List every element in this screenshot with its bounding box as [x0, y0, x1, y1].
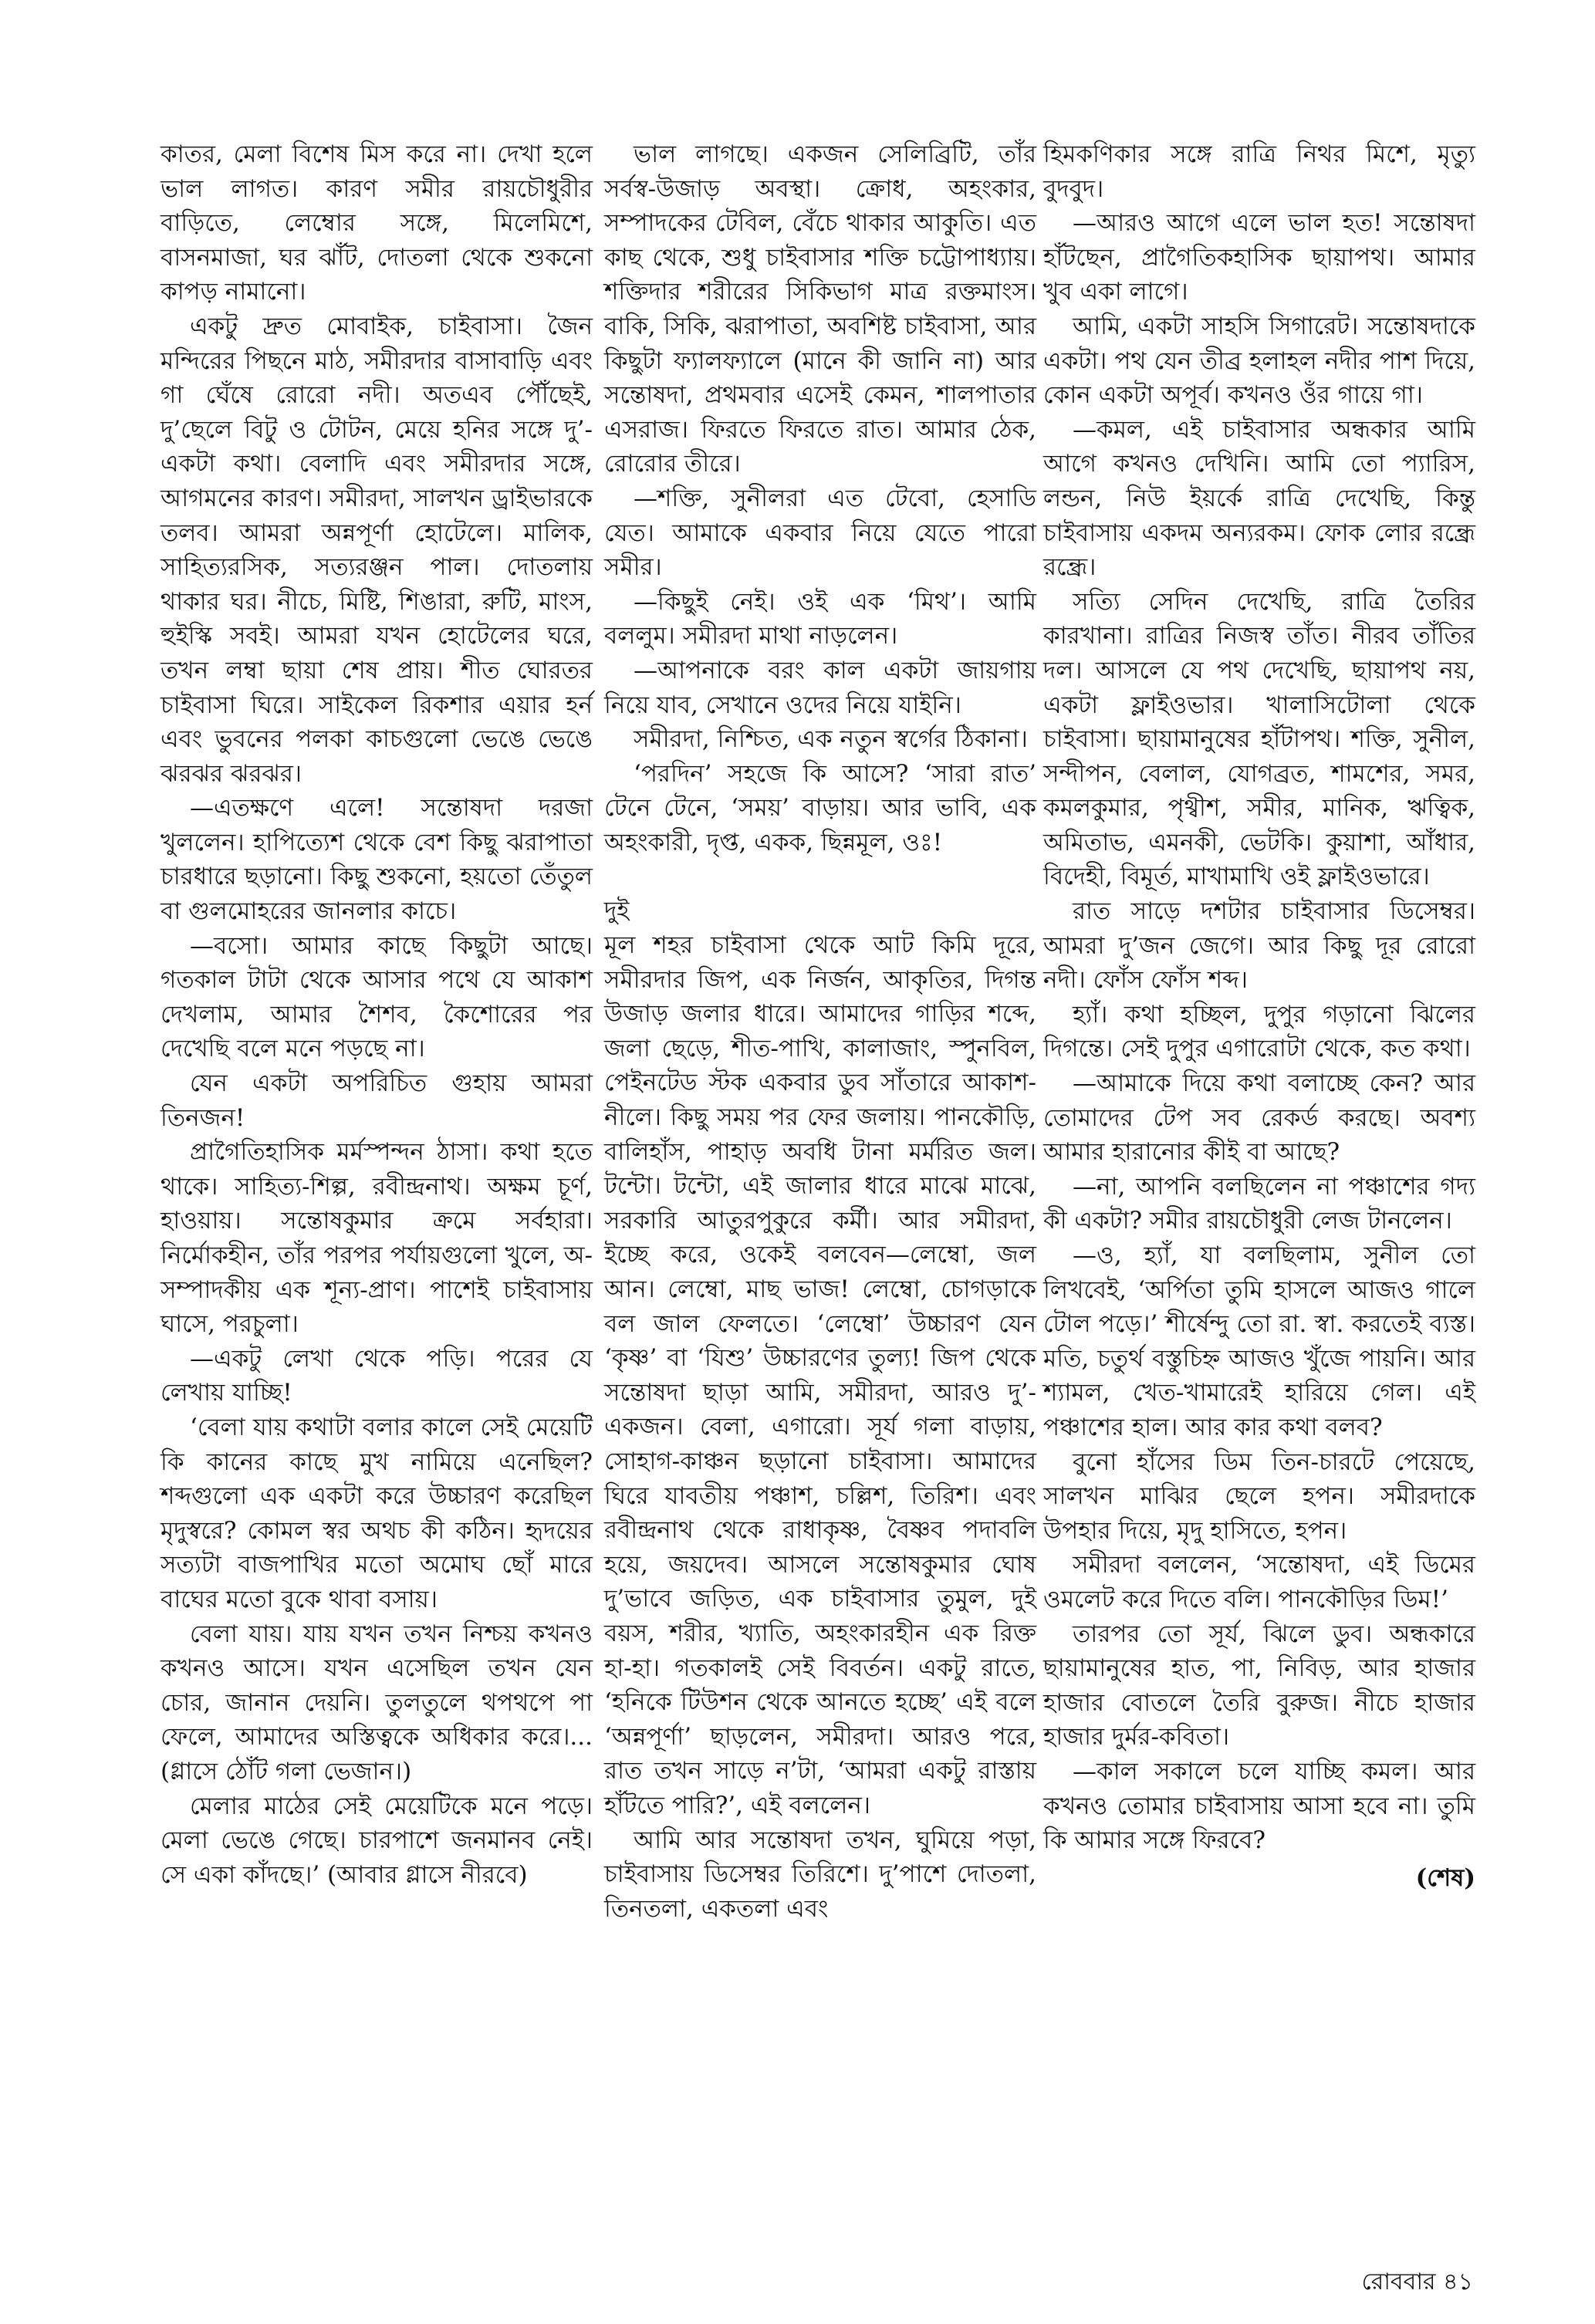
page-footer: রোববার ৪১ — [1361, 2268, 1473, 2295]
paragraph: —না, আপনি বলছিলেন না পঞ্চাশের গদ্য কী একটা? সমীর রায়চৌধুরী লেজ টানলেন। — [1043, 1172, 1475, 1235]
paragraph: —একটু লেখা থেকে পড়ি। পরের যে লেখায় যাচ্ছি! — [161, 1344, 593, 1407]
paragraph: —আমাকে দিয়ে কথা বলাচ্ছে কেন? আর তোমাদের টেপ সব রেকর্ড করছে। অবশ্য আমার হারানোর কীই বা আছে? — [1043, 1069, 1475, 1167]
paragraph: —ও, হ্যাঁ, যা বলছিলাম, সুনীল তো লিখবেই, ‘অর্পিতা তুমি হাসলে আজও গালে টোল পড়ে।’ শীর্ষেন্দু তো রা. স্বা. করতেই ব্যস্ত। মতি, চতুর্থ বস্তুচিহ্ন আজও খুঁজে পায়নি। আর শ্যামল, খেত-খামারেই হারিয়ে গেল। এই পঞ্চাশের হাল। আর কার কথা বলব? — [1043, 1241, 1475, 1441]
paragraph: —আপনাকে বরং কাল একটা জায়গায় নিয়ে যাব, সেখানে ওদের নিয়ে যাইনি। — [604, 656, 1036, 719]
paragraph: সমীরদা, নিশ্চিত, এক নতুন স্বর্গের ঠিকানা। — [634, 725, 1028, 754]
paragraph: ‘বেলা যায় কথাটা বলার কালে সেই মেয়েটি কি কানের কাছে মুখ নামিয়ে এনেছিল? শব্দগুলো এক একটা করে উচ্চারণ করেছিল মৃদুস্বরে? কোমল স্বর অথচ কী কঠিন। হৃদয়ের সত্যটা বাজপাখির মতো অমোঘ ছোঁ মারে বাঘের মতো বুকে থাবা বসায়। — [161, 1413, 593, 1613]
paragraph: সমীরদা বললেন, ‘সন্তোষদা, এই ডিমের ওমলেট করে দিতে বলি। পানকৌড়ির ডিম!’ — [1043, 1551, 1475, 1613]
text-column-3 — [1043, 137, 1475, 1895]
paragraph: আমি আর সন্তোষদা তখন, ঘুমিয়ে পড়া, চাইবাসায় ডিসেম্বর তিরিশে। দু’পাশে দোতলা, তিনতলা, একতলা এবং — [604, 1826, 1036, 1923]
text-column-2 — [604, 137, 1036, 1926]
paragraph: —কমল, এই চাইবাসার অন্ধকার আমি আগে কখনও দেখিনি। আমি তো প্যারিস, লন্ডন, নিউ ইয়র্কে রাত্রি দেখেছি, কিন্তু চাইবাসায় একদম অন্যরকম। ফোক লোর রন্ধ্রে রন্ধ্রে। — [1043, 415, 1475, 582]
paragraph: —আরও আগে এলে ভাল হত! সন্তোষদা হাঁটছেন, প্রাগৈতিকহাসিক ছায়াপথ। আমার খুব একা লাগে। — [1043, 209, 1475, 306]
paragraph: রাত সাড়ে দশটার চাইবাসার ডিসেম্বর। আমরা দু’জন জেগে। আর কিছু দূর রোরো নদী। ফোঁস ফোঁস শব্দ। — [1043, 897, 1475, 995]
paragraph: বেলা যায়। যায় যখন তখন নিশ্চয় কখনও কখনও আসে। যখন এসেছিল তখন যেন চোর, জানান দেয়নি। তুলতুলে থপথপে পা ফেলে, আমাদের অস্তিত্বকে অধিকার করে।... (গ্লাসে ঠোঁট গলা ভেজান।) — [161, 1620, 593, 1785]
paragraph: প্রাগৈতিহাসিক মর্মস্পন্দন ঠাসা। কথা হতে থাকে। সাহিত্য-শিল্প, রবীন্দ্রনাথ। অক্ষম চূর্ণ, হাওয়ায়। সন্তোষকুমার ক্রমে সর্বহারা। নির্মোকহীন, তাঁর পরপর পর্যায়গুলো খুলে, অ-সম্পাদকীয় এক শূন্য-প্রাণ। পাশেই চাইবাসায় ঘাসে, পরচুলা। — [161, 1138, 593, 1339]
paragraph: তারপর তো সূর্য, ঝিলে ডুব। অন্ধকারে ছায়ামানুষের হাত, পা, নিবিড়, আর হাজার হাজার বোতলে তৈরি বুরুজ। নীচে হাজার হাজার দুর্মর-কবিতা। — [1043, 1620, 1475, 1751]
text-column-1 — [161, 137, 593, 1892]
paragraph: মূল শহর চাইবাসা থেকে আট কিমি দূরে, সমীরদার জিপ, এক নির্জন, আকৃতির, দিগন্ত উজাড় জলার ধারে। আমাদের গাড়ির শব্দে, জলা ছেড়ে, শীত-পাখি, কালাজাং, স্পুনবিল, পেইনটেড স্টক একবার ডুব সাঁতারে আকাশ-নীলে। কিছু সময় পর ফের জলায়। পানকৌড়ি, বালিহাঁস, পাহাড় অবধি টানা মর্মরিত জল। টন্টো। টন্টো, এই জালার ধারে মাঝে মাঝে, সরকারি আতুরপুকুরে কর্মী। আর সমীরদা, ইচ্ছে করে, ওকেই বলবেন—লেম্বো, জল আন। লেম্বো, মাছ ভাজ! লেম্বো, চোগড়াকে বল জাল ফেলতে। ‘লেম্বো’ উচ্চারণ যেন ‘কৃষ্ণ’ বা ‘যিশু’ উচ্চারণের তুল্য! জিপ থেকে সন্তোষদা ছাড়া আমি, সমীরদা, আরও দু’-একজন। বেলা, এগারো। সূর্য গলা বাড়ায়, সোহাগ-কাঞ্চন ছড়ানো চাইবাসা। আমাদের ঘিরে যাবতীয় পঞ্চাশ, চল্লিশ, তিরিশ। এবং রবীন্দ্রনাথ থেকে রাধাকৃষ্ণ, বৈষ্ণব পদাবলি হয়ে, জয়দেব। আসলে সন্তোষকুমার ঘোষ দু’ভাবে জড়িত, এক চাইবাসার তুমুল, দুই বয়স, শরীর, খ্যাতি, অহংকারহীন এক রিক্ত হা-হা। গতকালই সেই বিবর্তন। একটু রাতে, ‘হনিকে টিউশন থেকে আনতে হচ্ছে’ এই বলে ‘অন্নপূর্ণা’ ছাড়লেন, সমীরদা। আরও পরে, রাত তখন সাড়ে ন’টা, ‘আমরা একটু রাস্তায় হাঁটতে পারি?’, এই বললেন। — [604, 931, 1036, 1819]
paragraph: ‘পরদিন’ সহজে কি আসে? ‘সারা রাত’ টেনে টেনে, ‘সময়’ বাড়ায়। আর ভাবি, এক অহংকারী, দৃপ্ত, একক, ছিন্নমূল, ওঃ! — [604, 759, 1036, 856]
paragraph: —শক্তি, সুনীলরা এত টেবো, হেসাডি যেত। আমাকে একবার নিয়ে যেতে পারো সমীর। — [604, 484, 1036, 582]
end-mark: (শেষ) — [1415, 1863, 1475, 1892]
paragraph: হ্যাঁ। কথা হচ্ছিল, দুপুর গড়ানো ঝিলের দিগন্তে। সেই দুপুর এগারোটা থেকে, কত কথা। — [1043, 1000, 1475, 1063]
section-heading: দুই — [604, 897, 630, 925]
paragraph: সত্যি সেদিন দেখেছি, রাত্রি তৈরির কারখানা। রাত্রির নিজস্ব তাঁত। নীরব তাঁতির দল। আসলে যে পথ দেখেছি, ছায়াপথ নয়, একটা ফ্লাইওভার। খালাসিটোলা থেকে চাইবাসা। ছায়ামানুষের হাঁটাপথ। শক্তি, সুনীল, সন্দীপন, বেলাল, যোগব্রত, শামশের, সমর, কমলকুমার, পৃথ্বীশ, সমীর, মানিক, ঋত্বিক, অমিতাভ, এমনকী, ভেটকি। কুয়াশা, আঁধার, বিদেহী, বিমূর্ত, মাখামাখি ওই ফ্লাইওভারে। — [1043, 587, 1475, 891]
paragraph: মেলার মাঠের সেই মেয়েটিকে মনে পড়ে। মেলা ভেঙে গেছে। চারপাশে জনমানব নেই। সে একা কাঁদছে।’ (আবার গ্লাসে নীরবে) — [161, 1792, 593, 1889]
paragraph: ভাল লাগছে। একজন সেলিব্রিটি, তাঁর সর্বস্ব-উজাড় অবস্থা। ক্রোধ, অহংকার, সম্পাদকের টেবিল, বেঁচে থাকার আকুতি। এত কাছ থেকে, শুধু চাইবাসার শক্তি চট্টোপাধ্যায়। শক্তিদার শরীরের সিকিভাগ মাত্র রক্তমাংস। বাকি, সিকি, ঝরাপাতা, অবশিষ্ট চাইবাসা, আর কিছুটা ফ্যালফ্যালে (মানে কী জানি না) আর সন্তোষদা, প্রথমবার এসেই কেমন, শালপাতার এসরাজ। ফিরতে ফিরতে রাত। আমার ঠেক, রোরোর তীরে। — [604, 140, 1036, 478]
paragraph: যেন একটা অপরিচিত গুহায় আমরা তিনজন! — [161, 1069, 593, 1132]
paragraph: —কিছুই নেই। ওই এক ‘মিথ’। আমি বললুম। সমীরদা মাথা নাড়লেন। — [604, 587, 1036, 650]
paragraph: হিমকণিকার সঙ্গে রাত্রি নিথর মিশে, মৃত্যু বুদবুদ। — [1043, 140, 1475, 203]
paragraph: আমি, একটা সাহসি সিগারেট। সন্তোষদাকে একটা। পথ যেন তীব্র হলাহল নদীর পাশ দিয়ে, কোন একটা অপূর্ব। কখনও ওঁর গায়ে গা। — [1043, 312, 1475, 410]
paragraph: একটু দ্রুত মোবাইক, চাইবাসা। জৈন মন্দিরের পিছনে মাঠ, সমীরদার বাসাবাড়ি এবং গা ঘেঁষে রোরো নদী। অতএব পৌঁছেই, দু’ছেলে বিটু ও টোটন, মেয়ে হনির সঙ্গে দু’-একটা কথা। বেলাদি এবং সমীরদার সঙ্গে, আগমনের কারণ। সমীরদা, সালখন ড্রাইভারকে তলব। আমরা অন্নপূর্ণা হোটেলে। মালিক, সাহিত্যরসিক, সত্যরঞ্জন পাল। দোতলায় থাকার ঘর। নীচে, মিষ্টি, শিঙারা, রুটি, মাংস, হুইস্কি সবই। আমরা যখন হোটেলের ঘরে, তখন লম্বা ছায়া শেষ প্রায়। শীত ঘোরতর চাইবাসা ঘিরে। সাইকেল রিকশার এয়ার হর্ন এবং ভুবনের পলকা কাচগুলো ভেঙে ভেঙে ঝরঝর ঝরঝর। — [161, 312, 593, 788]
paragraph: —বসো। আমার কাছে কিছুটা আছে। গতকাল টাটা থেকে আসার পথে যে আকাশ দেখলাম, আমার শৈশব, কৈশোরের পর দেখেছি বলে মনে পড়ছে না। — [161, 931, 593, 1063]
paragraph: —কাল সকালে চলে যাচ্ছি কমল। আর কখনও তোমার চাইবাসায় আসা হবে না। তুমি কি আমার সঙ্গে ফিরবে? — [1043, 1757, 1475, 1855]
paragraph: —এতক্ষণে এলে! সন্তোষদা দরজা খুললেন। হাপিত্যেশ থেকে বেশ কিছু ঝরাপাতা চারধারে ছড়ানো। কিছু শুকনো, হয়তো তেঁতুল বা গুলমোহরের জানলার কাচে। — [161, 794, 593, 926]
paragraph: বুনো হাঁসের ডিম তিন-চারটে পেয়েছে, সালখন মাঝির ছেলে হপন। সমীরদাকে উপহার দিয়ে, মৃদু হাসিতে, হপন। — [1043, 1447, 1475, 1545]
paragraph: কাতর, মেলা বিশেষ মিস করে না। দেখা হলে ভাল লাগত। কারণ সমীর রায়চৌধুরীর বাড়িতে, লেম্বোর সঙ্গে, মিলেমিশে, বাসনমাজা, ঘর ঝাঁট, দোতলা থেকে শুকনো কাপড় নামানো। — [161, 140, 593, 306]
